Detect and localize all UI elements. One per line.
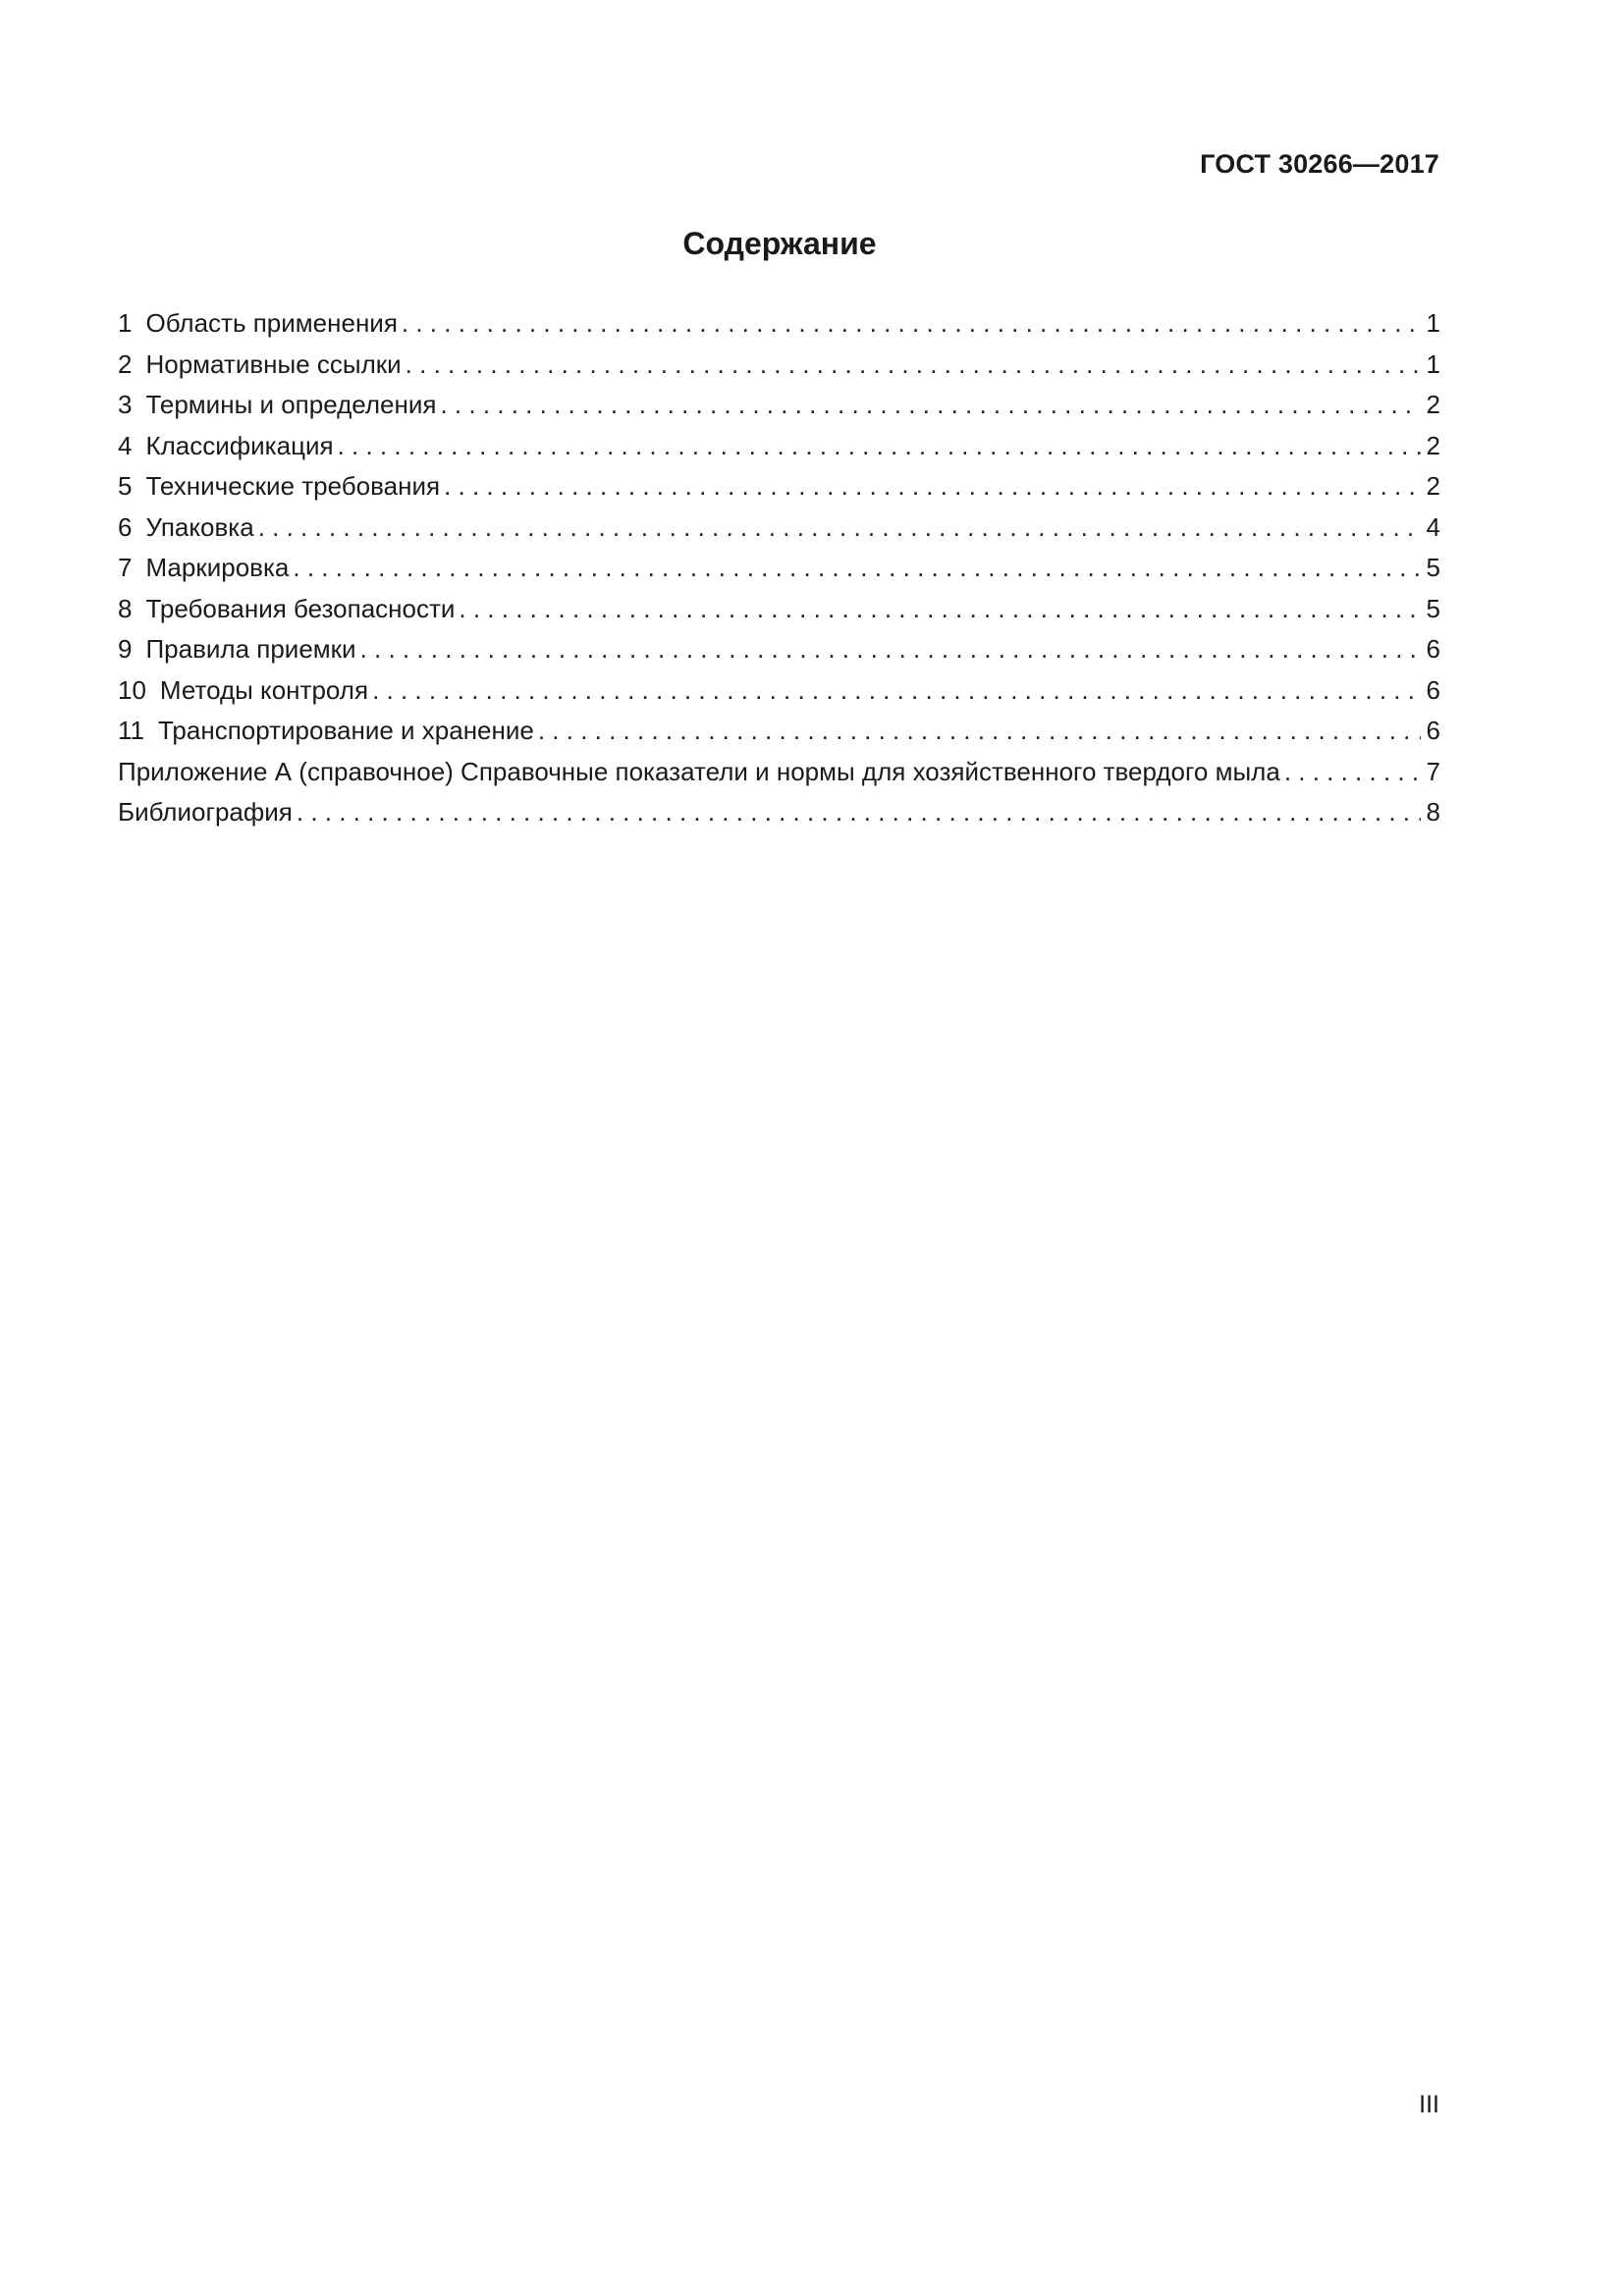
toc-entry-label: Область применения — [145, 308, 398, 338]
toc-entry-label: Технические требования — [145, 471, 441, 501]
toc-heading: Содержание — [682, 226, 877, 261]
toc-dot-leader — [402, 303, 1421, 345]
toc-entry-number: 5 — [118, 471, 133, 501]
toc-entry-number: 7 — [118, 553, 133, 582]
toc-entry[interactable] — [118, 711, 1440, 752]
toc-dot-leader — [297, 792, 1421, 833]
toc-entry-label: Маркировка — [145, 553, 290, 582]
toc-entry[interactable] — [118, 385, 1440, 426]
toc-entry-label: Термины и определения — [145, 390, 437, 419]
toc-entry-number: 4 — [118, 430, 133, 460]
toc-entry-page: 2 — [1426, 390, 1440, 419]
toc-entry-label: Транспортирование и хранение — [158, 716, 534, 745]
toc-entry-label: Нормативные ссылки — [145, 348, 402, 379]
toc-entry-page: 8 — [1426, 797, 1440, 827]
toc-entry-page: 5 — [1426, 553, 1440, 582]
toc-entry[interactable] — [118, 629, 1440, 670]
toc-dot-leader — [406, 345, 1421, 386]
toc-entry-bibliography[interactable] — [118, 792, 1440, 833]
toc-entry-number: 3 — [118, 390, 133, 419]
toc-entry-label: Методы контроля — [159, 674, 369, 705]
toc-entry-number: 9 — [118, 634, 133, 664]
toc-dot-leader — [459, 589, 1421, 630]
toc-entry[interactable] — [118, 670, 1440, 712]
toc-entry-number: 2 — [118, 348, 133, 379]
toc-entry-page: 2 — [1426, 430, 1440, 460]
toc-entry[interactable] — [118, 548, 1440, 589]
toc-entry[interactable] — [118, 303, 1440, 345]
toc-entry-number: 1 — [118, 308, 133, 338]
toc-dot-leader — [293, 548, 1421, 589]
toc-entry-page: 1 — [1426, 348, 1440, 379]
toc-dot-leader — [258, 507, 1421, 549]
toc-entry[interactable] — [118, 507, 1440, 549]
toc-entry-label: Библиография — [118, 797, 293, 827]
toc-entry-page: 6 — [1426, 674, 1440, 705]
toc-entry-number: 6 — [118, 511, 133, 542]
toc-dot-leader — [360, 629, 1421, 670]
toc-entry-page: 1 — [1426, 308, 1440, 338]
toc-dot-leader — [338, 426, 1421, 467]
toc-entry-page: 6 — [1426, 716, 1440, 745]
toc-dot-leader — [372, 670, 1421, 712]
toc-entry-page: 7 — [1426, 756, 1440, 786]
toc-entry-page: 6 — [1426, 634, 1440, 664]
page-number: III — [1419, 2091, 1439, 2118]
toc-entry-number: 11 — [118, 716, 144, 745]
toc-dot-leader — [440, 385, 1421, 426]
toc-entry-page: 4 — [1426, 511, 1440, 542]
table-of-contents — [118, 303, 1440, 833]
toc-entry[interactable] — [118, 589, 1440, 630]
toc-entry-appendix[interactable] — [118, 752, 1440, 793]
toc-entry[interactable] — [118, 345, 1440, 386]
toc-entry[interactable] — [118, 466, 1440, 507]
toc-entry-label: Упаковка — [145, 511, 254, 542]
toc-dot-leader — [444, 466, 1421, 507]
toc-entry-label: Классификация — [145, 430, 334, 460]
toc-entry-number: 8 — [118, 593, 133, 623]
toc-entry-label: Требования безопасности — [145, 593, 456, 623]
toc-entry-page: 2 — [1426, 471, 1440, 501]
toc-dot-leader — [1284, 752, 1421, 793]
document-code: ГОСТ 30266—2017 — [1200, 149, 1439, 179]
toc-entry-label: Приложение А (справочное) Справочные показатели и нормы для хозяйственного твердого мыла — [118, 756, 1280, 786]
toc-entry-page: 5 — [1426, 593, 1440, 623]
toc-entry-number: 10 — [118, 674, 146, 705]
toc-entry-label: Правила приемки — [145, 634, 356, 664]
toc-dot-leader — [538, 711, 1421, 752]
toc-entry[interactable] — [118, 426, 1440, 467]
